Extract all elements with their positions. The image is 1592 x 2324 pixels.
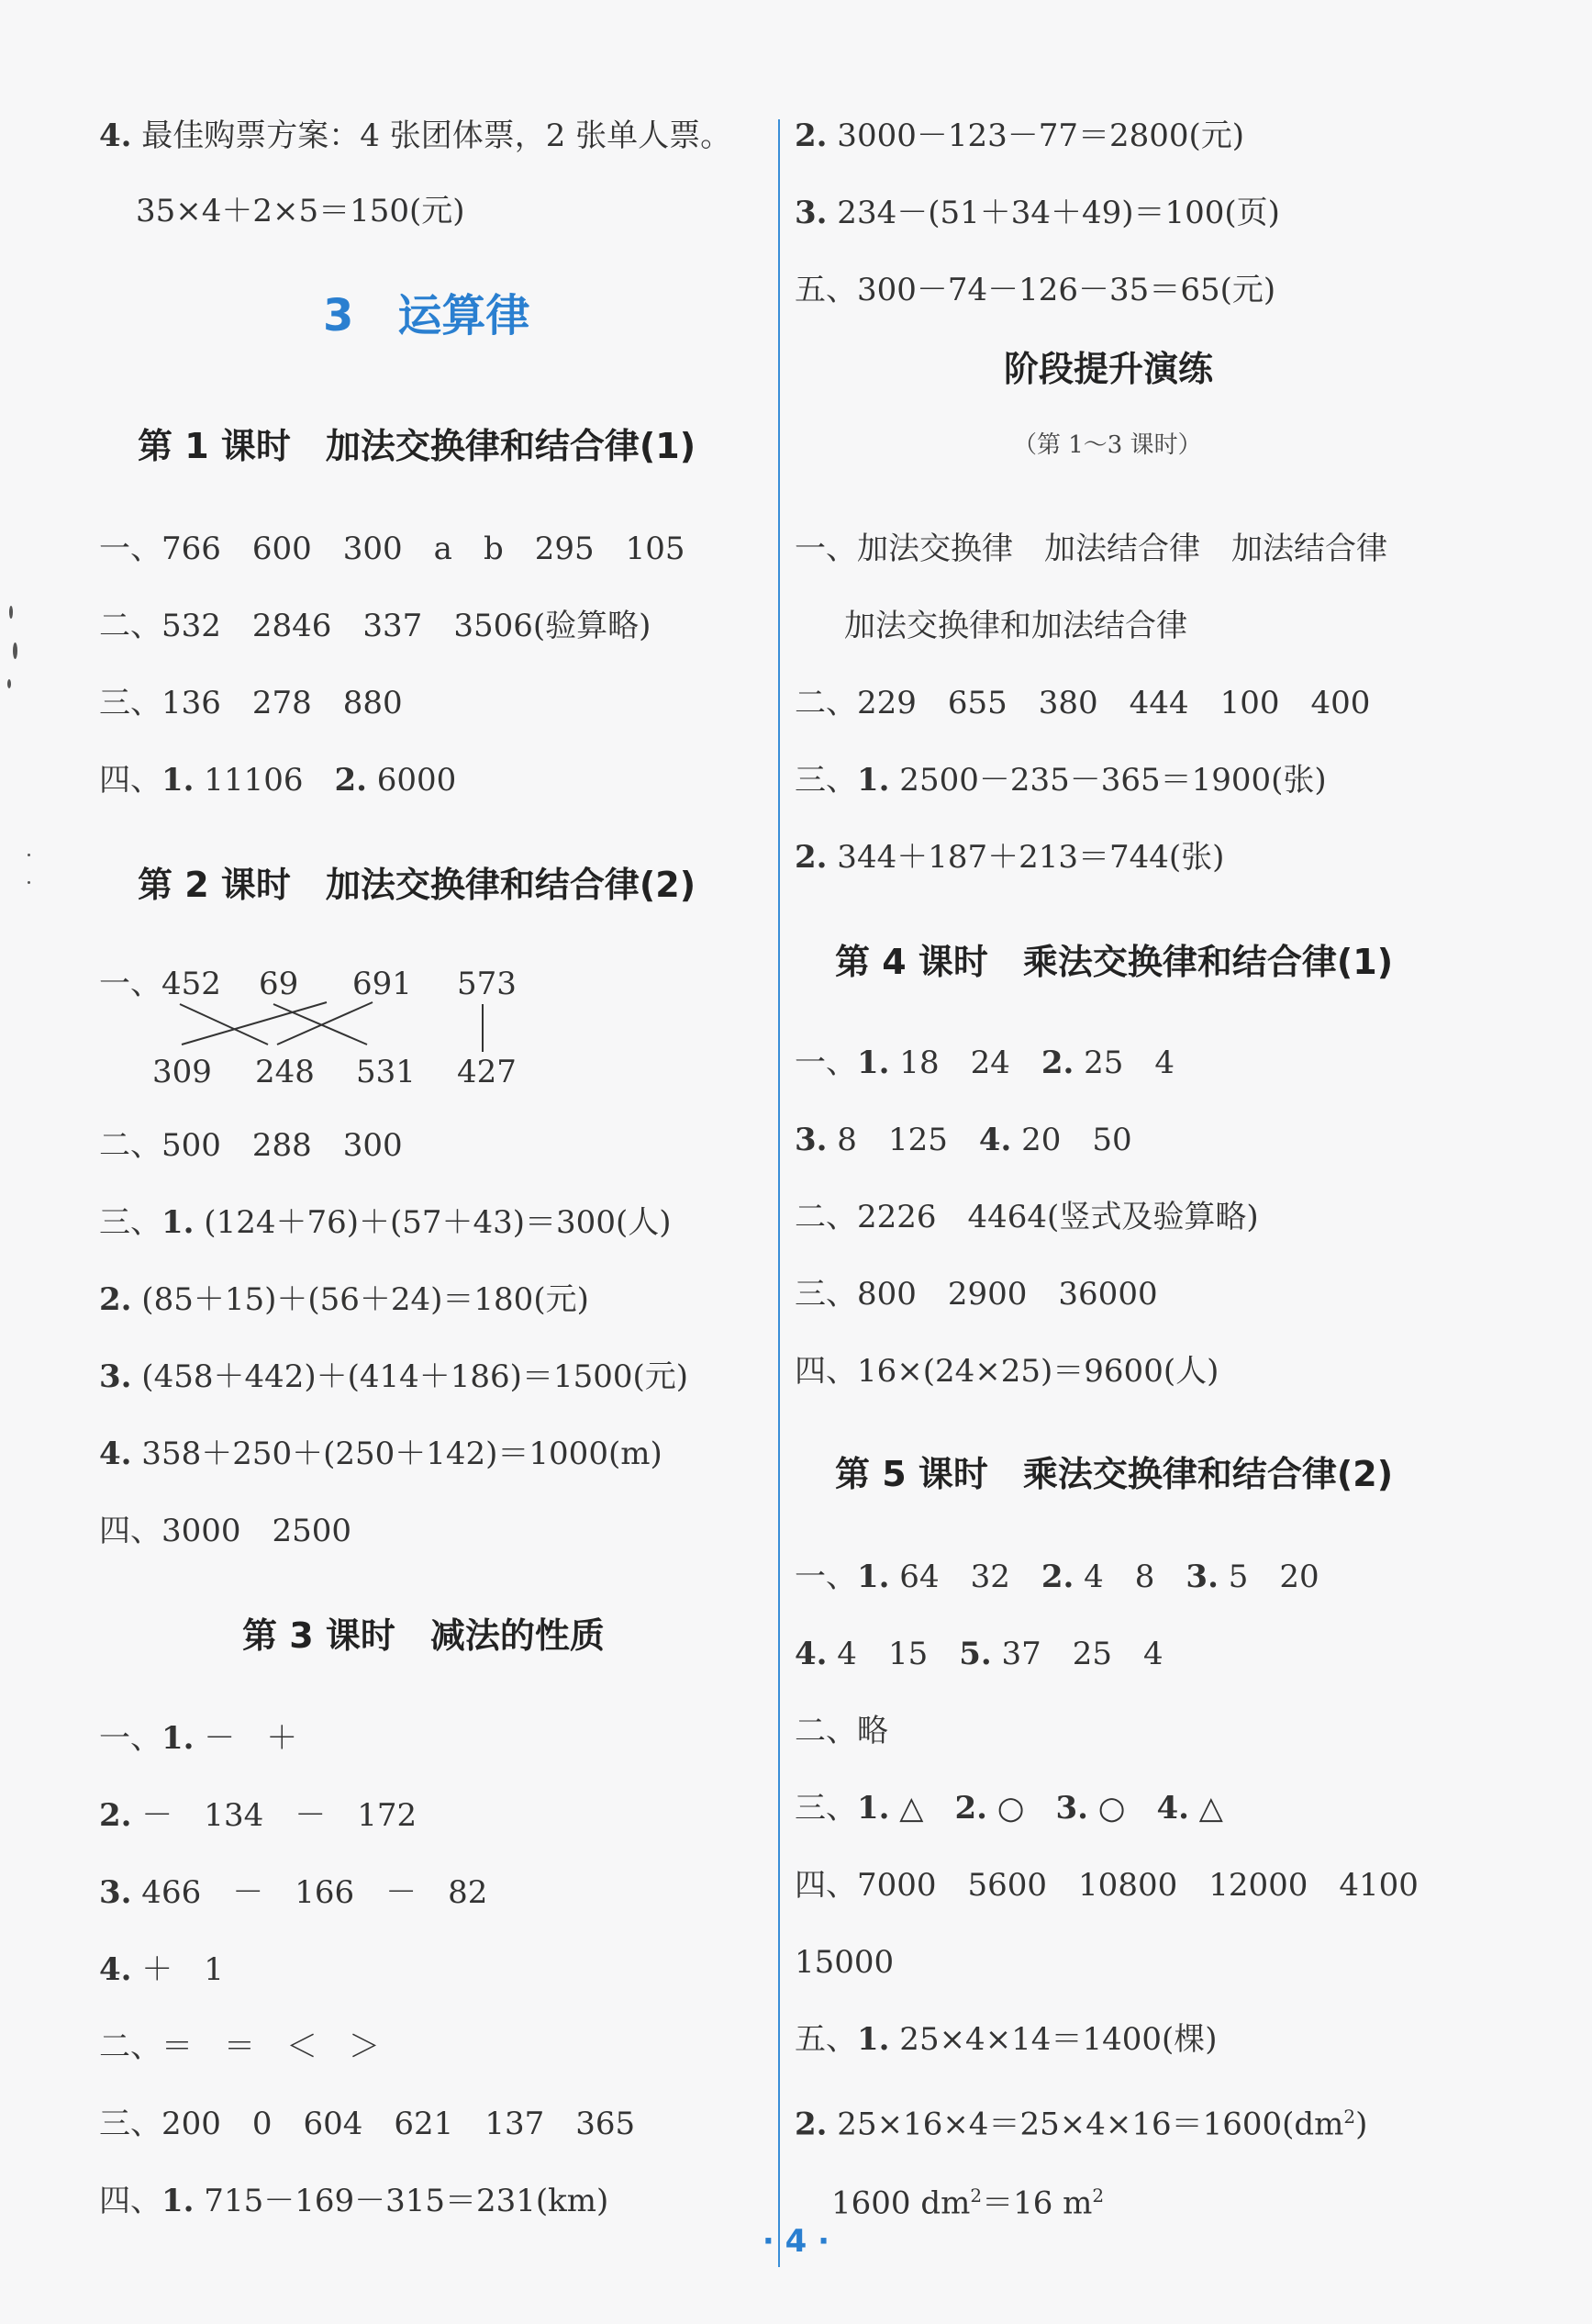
scan-mark: [7, 679, 11, 688]
answer-line: 2. － 134 － 172: [99, 1797, 417, 1834]
answer-line: 四、1. 11106 2. 6000: [99, 762, 457, 799]
match-top-3: 691: [352, 966, 412, 1002]
answer-line: 3. 466 － 166 － 82: [99, 1874, 488, 1911]
scan-mark: [9, 606, 13, 619]
answer-line: 五、300－74－126－35＝65(元): [795, 272, 1276, 308]
match-top-4: 573: [457, 966, 517, 1002]
lesson-title: 第 4 课时 乘法交换律和结合律(1): [835, 942, 1394, 982]
answer-line: 15000: [795, 1944, 895, 1981]
answer-line: 35×4＋2×5＝150(元): [136, 193, 465, 229]
lesson-title: 第 3 课时 减法的性质: [242, 1615, 605, 1656]
answer-line: 4. 最佳购票方案：4 张团体票，2 张单人票。: [99, 117, 732, 154]
answer-line: 一、766 600 300 a b 295 105: [99, 531, 685, 567]
answer-line: 1600 $dm^2=16$ $m^2$: [831, 2184, 1105, 2222]
answer-line: 二、532 2846 337 3506(验算略): [99, 608, 651, 644]
answer-line: 四、16×(24×25)＝9600(人): [795, 1353, 1219, 1390]
answer-line: 一、加法交换律 加法结合律 加法结合律: [795, 531, 1387, 567]
answer-line: 三、1. (124＋76)＋(57＋43)＝300(人): [99, 1204, 672, 1241]
scan-mark: [28, 854, 30, 856]
match-line: [180, 1004, 268, 1045]
answer-line: 三、136 278 880: [99, 685, 403, 721]
answer-line: 二、＝ ＝ ＜ ＞: [99, 2028, 380, 2065]
lesson-title: 第 2 课时 加法交换律和结合律(2): [138, 865, 696, 905]
match-bottom-4: 427: [457, 1054, 517, 1090]
lesson-title: 第 1 课时 加法交换律和结合律(1): [138, 426, 696, 466]
answer-line: 3. 234－(51＋34＋49)＝100(页): [795, 195, 1280, 231]
answer-line: 三、1. △ 2. ○ 3. ○ 4. △: [795, 1790, 1223, 1827]
lesson-title: 第 5 课时 乘法交换律和结合律(2): [835, 1454, 1394, 1494]
match-bottom-3: 531: [356, 1054, 416, 1090]
answer-line: 2. (85＋15)＋(56＋24)＝180(元): [99, 1281, 589, 1318]
match-top-1: 一、452: [99, 966, 221, 1002]
answer-line: 四、1. 715－169－315＝231(km): [99, 2183, 609, 2219]
answer-line: 四、3000 2500: [99, 1513, 352, 1549]
match-line: [277, 1002, 373, 1045]
answer-line: 二、2226 4464(竖式及验算略): [795, 1199, 1259, 1235]
section-subtitle: （第 1～3 课时）: [1013, 431, 1202, 459]
answer-line: 2. 3000－123－77＝2800(元): [795, 117, 1245, 154]
match-bottom-2: 248: [255, 1054, 315, 1090]
answer-line: 五、1. 25×4×14＝1400(棵): [795, 2021, 1218, 2058]
chapter-title: 3 运算律: [323, 290, 530, 341]
answer-line: 一、1. 18 24 2. 25 4: [795, 1045, 1175, 1081]
answer-line: 3. (458＋442)＋(414＋186)＝1500(元): [99, 1358, 689, 1395]
scan-mark: [28, 881, 30, 884]
match-top-2: 69: [259, 966, 299, 1002]
scan-mark: [13, 642, 17, 659]
answer-line: 三、1. 2500－235－365＝1900(张): [795, 762, 1327, 799]
answer-line: 3. 8 125 4. 20 50: [795, 1122, 1132, 1158]
answer-line: 一、1. 64 32 2. 4 8 3. 5 20: [795, 1559, 1319, 1595]
answer-line: 4. 4 15 5. 37 25 4: [795, 1636, 1163, 1672]
answer-line: 四、7000 5600 10800 12000 4100: [795, 1867, 1419, 1904]
page-number: · 4 ·: [762, 2223, 830, 2260]
answer-line: 一、1. － ＋: [99, 1720, 298, 1757]
answer-line: 2. $25\times 16\times 4=25\times 4\times 16=1600(dm^2)$: [795, 2106, 1368, 2143]
answer-line: 2. 344＋187＋213＝744(张): [795, 839, 1225, 876]
answer-line: 三、200 0 604 621 137 365: [99, 2106, 636, 2142]
match-bottom-1: 309: [152, 1054, 212, 1090]
answer-line: 4. 358＋250＋(250＋142)＝1000(m): [99, 1436, 662, 1472]
answer-line: 三、800 2900 36000: [795, 1276, 1158, 1313]
column-divider: [778, 119, 780, 2267]
answer-line: 二、500 288 300: [99, 1127, 403, 1164]
answer-line: 4. ＋ 1: [99, 1951, 224, 1988]
item-number: 4.: [99, 117, 132, 154]
answer-line: 二、略: [795, 1713, 888, 1749]
answer-line: 加法交换律和加法结合律: [844, 608, 1187, 644]
section-title: 阶段提升演练: [1004, 349, 1214, 389]
answer-line: 二、229 655 380 444 100 400: [795, 685, 1371, 721]
